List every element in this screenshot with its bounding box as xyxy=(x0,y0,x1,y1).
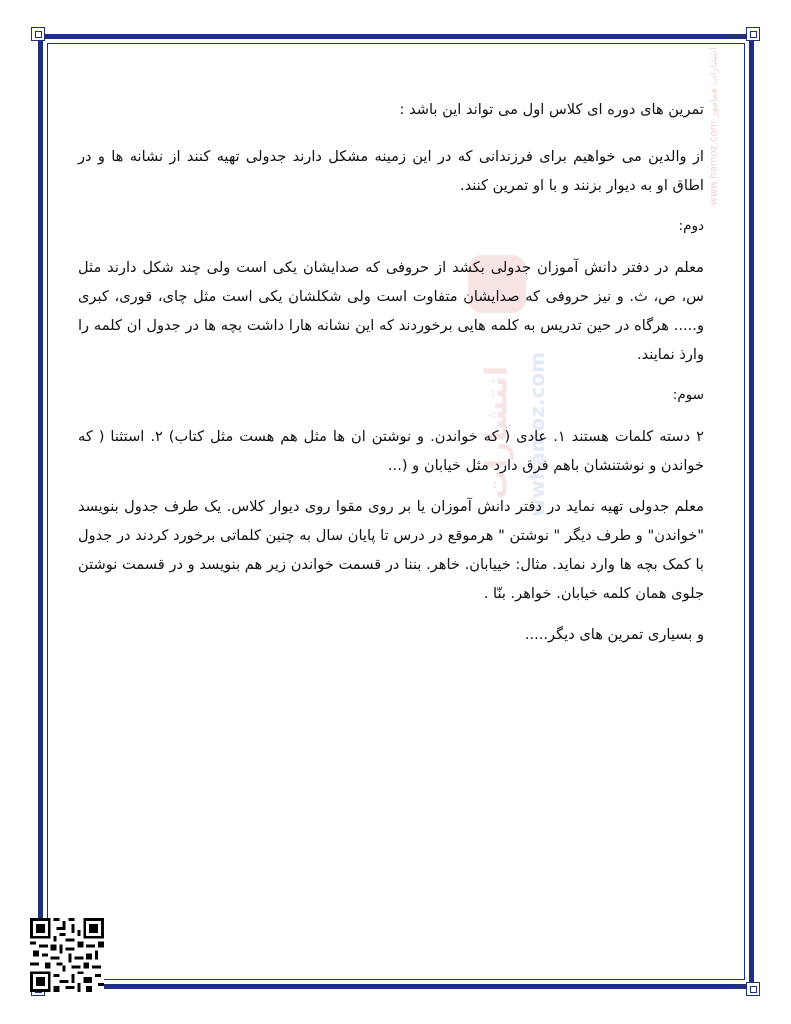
side-watermark-text: www.hamoz.com انتشارات هماموز xyxy=(708,47,720,206)
paragraph-fourth: معلم جدولی تهیه نماید در دفتر دانش آموزان یا بر روی مقوا روی دیوار کلاس. یک طرف جدول بنویسد "خواندن" و طرف دیگر " نوشتن " هرموقع در درس تا پایان سال به چنین کلماتی برخورد کردند در جدول با کمک بچه ها وارد نماید. مثال: خییابان. خاهر. بننا در قسمت خواندن زیر هم بنویسد و در قسمت نوشتن جلوی همان کلمه خیابان. خواهر. بنّا . xyxy=(78,498,704,602)
paragraph-third: ۲ دسته کلمات هستند ۱. عادی ( که خواندن. و نوشتن ان ها مثل هم هست مثل کتاب) ۲. استثنا ( که خواندن و نوشتنشان باهم فرق دارد مثل خیابان و (... xyxy=(78,428,704,474)
heading-third: سوم: xyxy=(672,387,704,403)
paragraph-second: معلم در دفتر دانش آموزان جدولی بکشد از حروفی که صدایشان یکی است ولی چند شکل دارند مثل س، ص، ث. و نیز حروفی که صدایشان متفاوت است ولی شکلشان یکی است مثل چای، قوری، کبری و..... هرگاه در حین تدریس به کلمه هایی برخوردند که این نشانه هارا داشت بچه ها در جدول ان کلمه را وارذ نمایند. xyxy=(78,259,704,363)
qr-code-icon xyxy=(30,918,104,992)
frame-corner-ornament xyxy=(746,27,760,41)
watermark-site-text: wwhamoz.com xyxy=(525,352,549,517)
frame-corner-ornament xyxy=(746,982,760,996)
paragraph-first: از والدین می خواهیم برای فرزندانی که در این زمینه مشکل دارند جدولی تهیه کنند از نشانه ها و در اطاق او به دیوار بزنند و با او تمرین کنند. xyxy=(78,148,704,194)
watermark-publisher-text: انتشارات xyxy=(479,365,515,500)
intro-line: تمرین های دوره ای کلاس اول می تواند این باشد : xyxy=(399,101,704,118)
closing-line: و بسیاری تمرین های دیگر..... xyxy=(524,626,704,643)
document-body xyxy=(78,95,704,649)
heading-second: دوم: xyxy=(678,218,704,234)
frame-corner-ornament xyxy=(31,27,45,41)
